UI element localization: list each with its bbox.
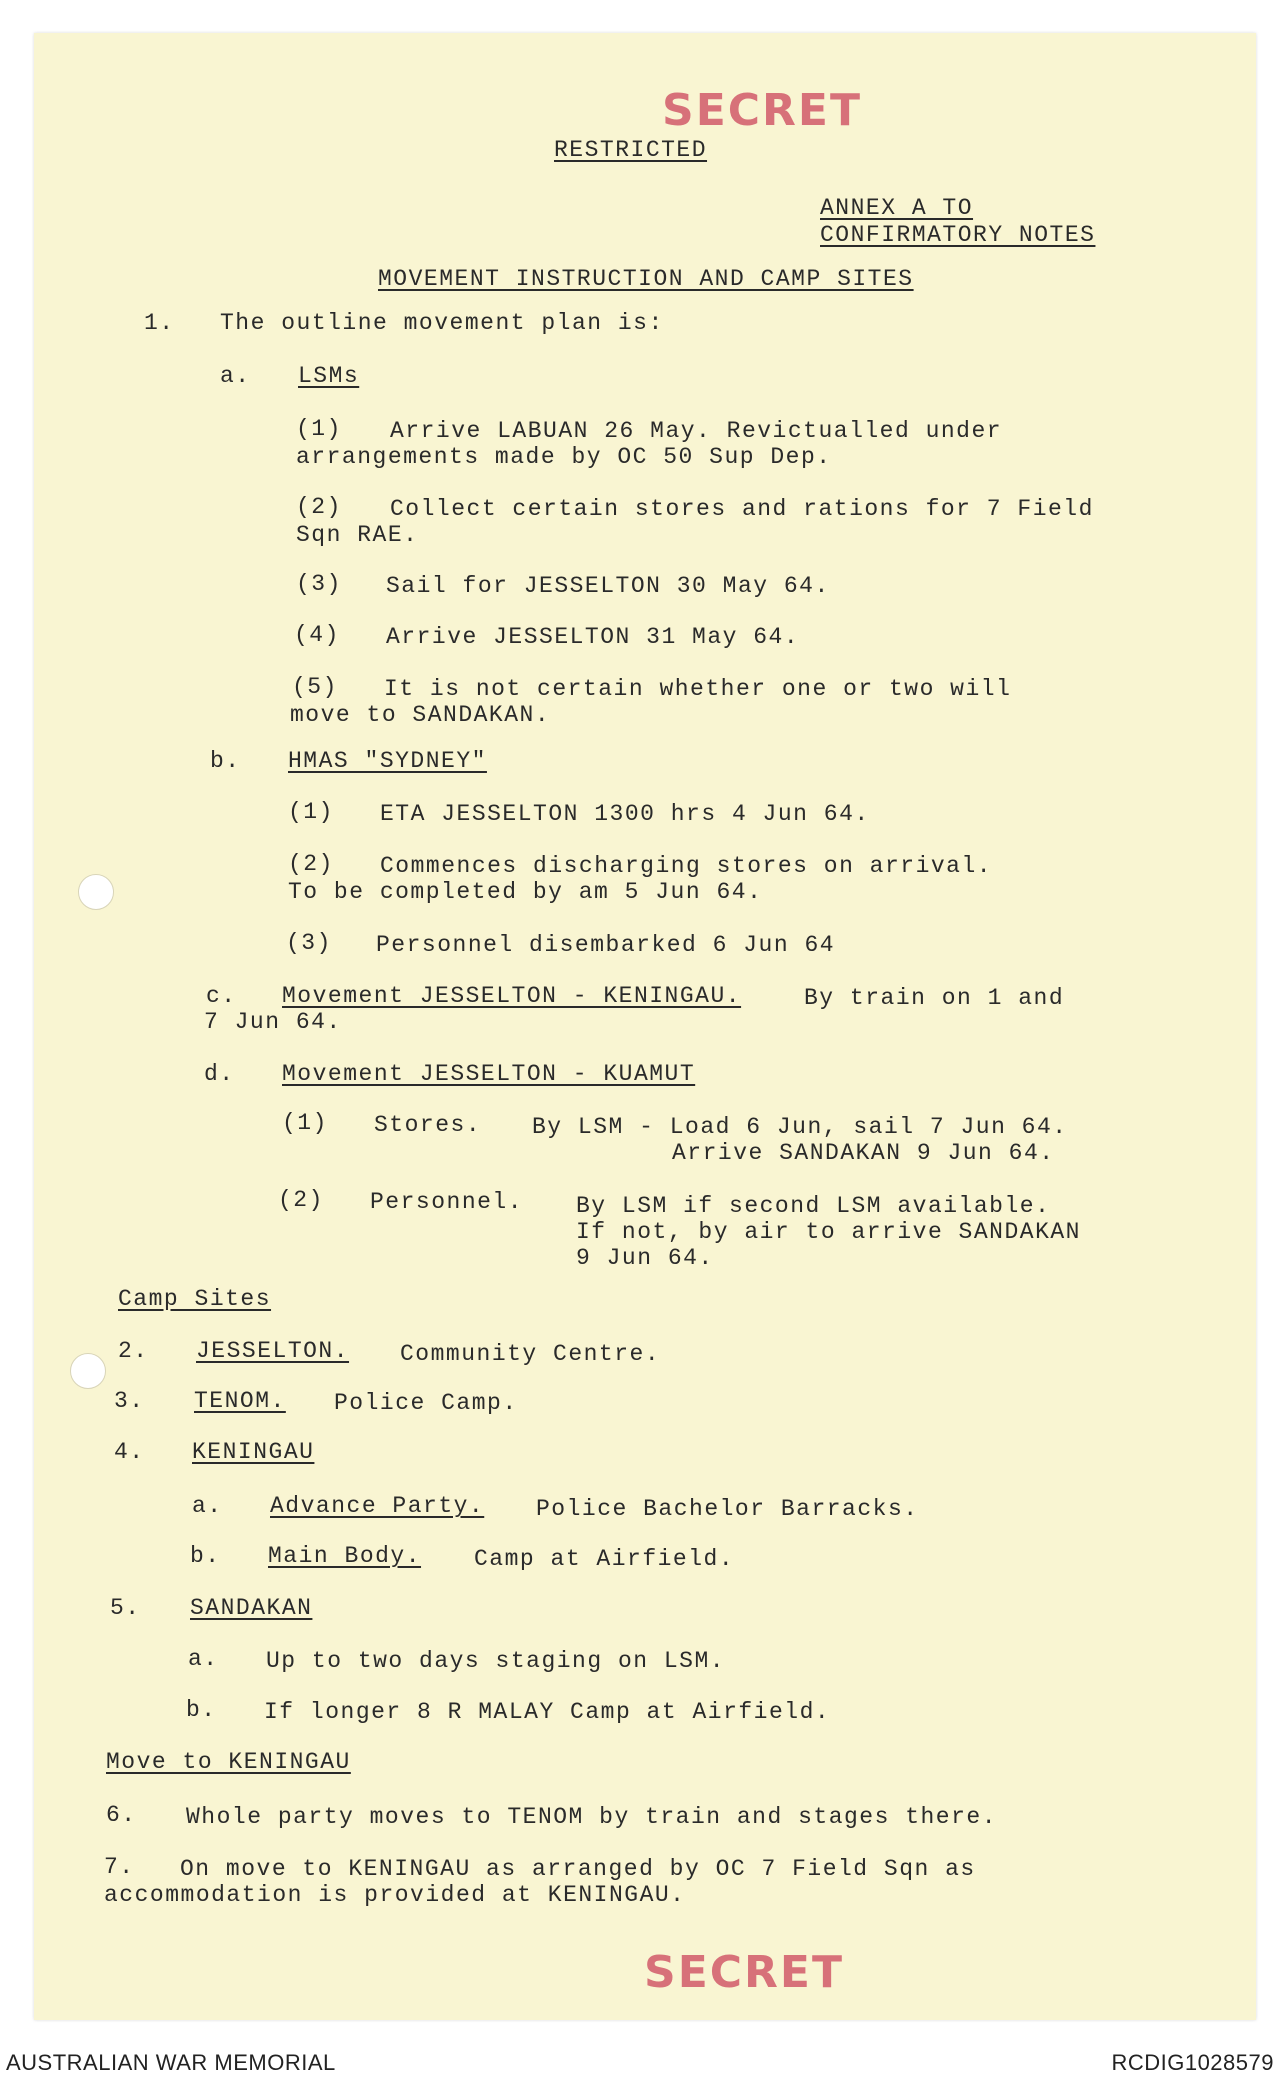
- kuamut-item-2-num: (2): [278, 1187, 324, 1213]
- annex-line-2: CONFIRMATORY NOTES: [820, 222, 1096, 248]
- para-4a-label: Advance Party.: [270, 1493, 485, 1519]
- para-4a-letter: a.: [192, 1493, 223, 1519]
- sydney-item-3-num: (3): [286, 930, 332, 956]
- para-2-place: JESSELTON.: [196, 1338, 350, 1364]
- para-2-number: 2.: [118, 1338, 149, 1364]
- lsm-item-3-num: (3): [296, 571, 342, 597]
- sydney-item-1-num: (1): [288, 799, 334, 825]
- para-1a-heading: LSMs: [298, 363, 360, 389]
- lsm-item-2-num: (2): [296, 494, 342, 520]
- sydney-item-3-line1: Personnel disembarked 6 Jun 64: [376, 932, 836, 958]
- para-4-place: KENINGAU: [192, 1439, 315, 1465]
- para-5a-text: Up to two days staging on LSM.: [266, 1648, 726, 1674]
- move-heading: Move to KENINGAU: [106, 1749, 351, 1775]
- document-title: MOVEMENT INSTRUCTION AND CAMP SITES: [378, 266, 914, 292]
- para-2-text: Community Centre.: [400, 1341, 661, 1367]
- kuamut-item-1-line1: By LSM - Load 6 Jun, sail 7 Jun 64.: [532, 1114, 1068, 1140]
- lsm-item-4-num: (4): [294, 622, 340, 648]
- footer-record-id: RCDIG1028579: [1111, 2050, 1274, 2075]
- sydney-item-2-line1: Commences discharging stores on arrival.: [380, 853, 993, 879]
- sydney-item-2-line2: To be completed by am 5 Jun 64.: [288, 879, 763, 905]
- classification-label: RESTRICTED: [554, 137, 708, 163]
- para-5-place: SANDAKAN: [190, 1595, 313, 1621]
- para-1d-letter: d.: [204, 1061, 235, 1087]
- sydney-item-2-num: (2): [288, 851, 334, 877]
- para-4-number: 4.: [114, 1439, 145, 1465]
- para-3-place: TENOM.: [194, 1388, 286, 1414]
- para-1c-line2: 7 Jun 64.: [204, 1009, 342, 1035]
- punch-hole-lower: [70, 1353, 106, 1389]
- para-1c-text: By train on 1 and: [804, 985, 1065, 1011]
- para-7-number: 7.: [104, 1854, 135, 1880]
- lsm-item-5-line2: move to SANDAKAN.: [290, 702, 551, 728]
- lsm-item-5-line1: It is not certain whether one or two will: [384, 676, 1012, 702]
- kuamut-item-2-line3: 9 Jun 64.: [576, 1245, 714, 1271]
- para-1a-letter: a.: [220, 363, 251, 389]
- annex-line-1: ANNEX A TO: [820, 195, 974, 221]
- para-1c-letter: c.: [206, 983, 237, 1009]
- para-4a-text: Police Bachelor Barracks.: [536, 1496, 919, 1522]
- para-1b-heading: HMAS "SYDNEY": [288, 748, 487, 774]
- para-5b-letter: b.: [186, 1697, 217, 1723]
- para-7-line2: accommodation is provided at KENINGAU.: [104, 1882, 686, 1908]
- kuamut-item-2-line1: By LSM if second LSM available.: [576, 1193, 1051, 1219]
- para-1b-letter: b.: [210, 748, 241, 774]
- lsm-item-4-line1: Arrive JESSELTON 31 May 64.: [386, 624, 800, 650]
- para-5b-text: If longer 8 R MALAY Camp at Airfield.: [264, 1699, 831, 1725]
- footer-archive-name: AUSTRALIAN WAR MEMORIAL: [6, 2050, 336, 2075]
- lsm-item-5-num: (5): [292, 674, 338, 700]
- kuamut-item-2-line2: If not, by air to arrive SANDAKAN: [576, 1219, 1081, 1245]
- lsm-item-1-line1: Arrive LABUAN 26 May. Revictualled under: [390, 418, 1003, 444]
- para-4b-letter: b.: [190, 1543, 221, 1569]
- kuamut-item-1-num: (1): [282, 1110, 328, 1136]
- para-5-number: 5.: [110, 1595, 141, 1621]
- para-3-number: 3.: [114, 1388, 145, 1414]
- lsm-item-1-line2: arrangements made by OC 50 Sup Dep.: [296, 444, 832, 470]
- para-1c-heading: Movement JESSELTON - KENINGAU.: [282, 983, 742, 1009]
- lsm-item-2-line2: Sqn RAE.: [296, 522, 419, 548]
- camp-sites-heading: Camp Sites: [118, 1286, 272, 1312]
- sydney-item-1-line1: ETA JESSELTON 1300 hrs 4 Jun 64.: [380, 801, 870, 827]
- secret-stamp-bottom: SECRET: [644, 1947, 844, 1998]
- kuamut-item-2-label: Personnel.: [370, 1189, 524, 1215]
- lsm-item-3-line1: Sail for JESSELTON 30 May 64.: [386, 573, 830, 599]
- lsm-item-2-line1: Collect certain stores and rations for 7 Field: [390, 496, 1094, 522]
- para-1d-heading: Movement JESSELTON - KUAMUT: [282, 1061, 696, 1087]
- kuamut-item-1-line2: Arrive SANDAKAN 9 Jun 64.: [672, 1140, 1055, 1166]
- para-1-text: The outline movement plan is:: [220, 310, 664, 336]
- document-page: [34, 33, 1256, 2020]
- para-3-text: Police Camp.: [334, 1390, 518, 1416]
- para-7-line1: On move to KENINGAU as arranged by OC 7 Field Sqn as: [180, 1856, 976, 1882]
- para-1-number: 1.: [144, 310, 175, 336]
- para-6-text: Whole party moves to TENOM by train and stages there.: [186, 1804, 998, 1830]
- punch-hole-upper: [78, 874, 114, 910]
- lsm-item-1-num: (1): [296, 416, 342, 442]
- kuamut-item-1-label: Stores.: [374, 1112, 482, 1138]
- secret-stamp-top: SECRET: [662, 85, 862, 136]
- para-5a-letter: a.: [188, 1646, 219, 1672]
- para-4b-label: Main Body.: [268, 1543, 422, 1569]
- para-6-number: 6.: [106, 1802, 137, 1828]
- para-4b-text: Camp at Airfield.: [474, 1546, 735, 1572]
